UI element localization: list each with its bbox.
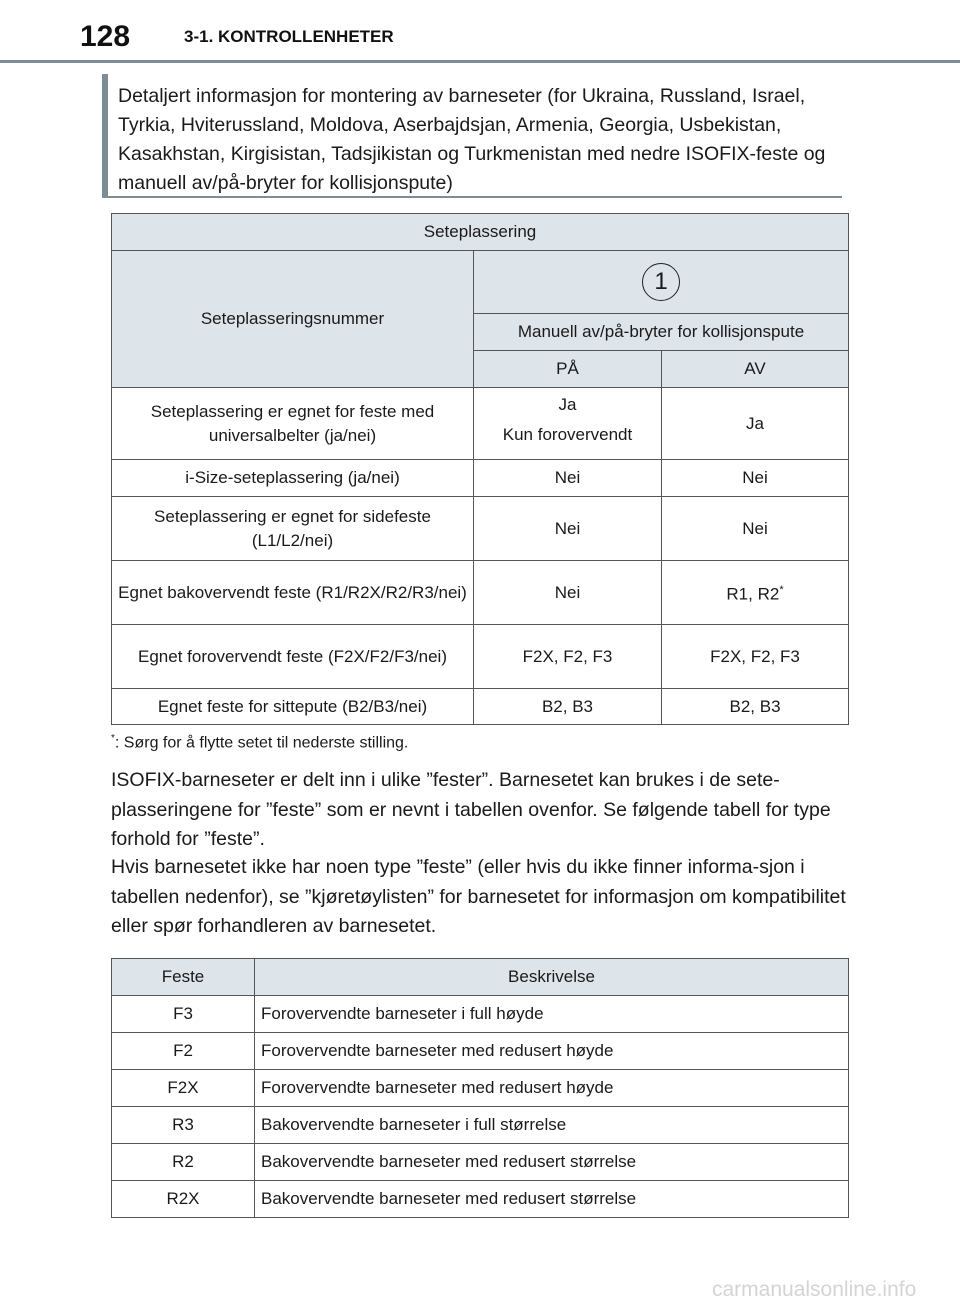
seat-table-title: Seteplassering — [112, 214, 849, 251]
row-label: Egnet forovervendt feste (F2X/F2/F3/nei) — [112, 625, 474, 689]
feste-description: Bakovervendte barneseter med redusert størrelse — [255, 1144, 849, 1181]
table-row — [112, 1033, 849, 1070]
chapter-title: 3-1. KONTROLLENHETER — [184, 27, 394, 46]
feste-code: F2 — [112, 1033, 255, 1070]
on-value: Nei — [474, 460, 662, 497]
feste-code: F2X — [112, 1070, 255, 1107]
off-value: Nei — [662, 497, 849, 561]
row-label: Egnet feste for sittepute (B2/B3/nei) — [112, 689, 474, 725]
feste-code: R2 — [112, 1144, 255, 1181]
on-value-line2: Kun forovervendt — [502, 424, 633, 444]
footnote — [111, 733, 408, 752]
table-row — [112, 561, 849, 625]
page-header — [0, 0, 960, 62]
footnote-text: : Sørg for å flytte setet til nederste stilling. — [114, 734, 409, 752]
on-value: F2X, F2, F3 — [474, 625, 662, 689]
table-row — [112, 460, 849, 497]
paragraph-2: Hvis barnesetet ikke har noen type ”feste” (eller hvis du ikke finner informa-sjon i tabellen nedenfor), se ”kjøretøylisten” for barnesetet for informasjon om kompatibilitet eller spør forhandleren av barnesetet. — [111, 856, 846, 937]
row-label: Seteplassering er egnet for sidefeste (L1/L2/nei) — [112, 497, 474, 561]
table-row — [112, 625, 849, 689]
row-label: i-Size-seteplassering (ja/nei) — [112, 460, 474, 497]
on-value-line1: Ja — [558, 394, 577, 414]
footnote-mark: * — [779, 584, 784, 597]
table-row — [112, 689, 849, 725]
description-header: Beskrivelse — [255, 959, 849, 996]
table-row — [112, 1181, 849, 1218]
feste-description: Forovervendte barneseter med redusert høyde — [255, 1033, 849, 1070]
switch-on-header: PÅ — [474, 351, 662, 388]
feste-description: Bakovervendte barneseter i full størrelse — [255, 1107, 849, 1144]
on-value — [474, 388, 662, 460]
feste-description: Bakovervendte barneseter med redusert størrelse — [255, 1181, 849, 1218]
feste-code: F3 — [112, 996, 255, 1033]
airbag-switch-label: Manuell av/på-bryter for kollisjonspute — [474, 314, 849, 351]
seat-number-cell — [474, 251, 849, 314]
off-value-text: R1, R2 — [726, 584, 780, 604]
table-row — [112, 996, 849, 1033]
feste-table — [111, 958, 849, 1218]
row-label: Egnet bakovervendt feste (R1/R2X/R2/R3/nei) — [112, 561, 474, 625]
info-box-text: Detaljert informasjon for montering av barneseter (for Ukraina, Russland, Israel, Tyrkia, Hviterussland, Moldova, Aserbajdsjan, Armenia, Georgia, Usbekistan, Kasakhstan, Kirgisistan, Tadsjikistan og Turkmenistan med nedre ISOFIX-feste og manuell av/på-bryter for kollisjonspute) — [118, 85, 826, 194]
table-row — [112, 1107, 849, 1144]
info-box — [102, 74, 842, 198]
off-value: F2X, F2, F3 — [662, 625, 849, 689]
off-value — [662, 561, 849, 625]
seat-number-badge: 1 — [642, 263, 680, 301]
row-label: Seteplassering er egnet for feste med universalbelter (ja/nei) — [112, 388, 474, 460]
off-value: B2, B3 — [662, 689, 849, 725]
table-row — [112, 1144, 849, 1181]
page-number: 128 — [80, 20, 131, 53]
feste-code: R2X — [112, 1181, 255, 1218]
feste-description: Forovervendte barneseter med redusert høyde — [255, 1070, 849, 1107]
on-value: Nei — [474, 561, 662, 625]
feste-description: Forovervendte barneseter i full høyde — [255, 996, 849, 1033]
info-box-accent-bar — [102, 74, 108, 198]
header-divider — [0, 60, 960, 63]
on-value: Nei — [474, 497, 662, 561]
paragraph-1: ISOFIX-barneseter er delt inn i ulike ”fester”. Barnesetet kan brukes i de sete-plasseringene for ”feste” som er nevnt i tabellen ovenfor. Se følgende tabell for type forhold for ”feste”. — [111, 769, 831, 850]
on-value: B2, B3 — [474, 689, 662, 725]
info-box-underline — [102, 196, 842, 198]
footnote-asterisk: * — [111, 733, 115, 744]
feste-code: R3 — [112, 1107, 255, 1144]
seat-position-table — [111, 213, 849, 725]
off-value: Ja — [662, 388, 849, 460]
off-value: Nei — [662, 460, 849, 497]
switch-off-header: AV — [662, 351, 849, 388]
seat-number-label: Seteplasseringsnummer — [112, 251, 474, 388]
table-row — [112, 388, 849, 460]
table-row — [112, 497, 849, 561]
watermark: carmanualsonline.info — [712, 1278, 917, 1301]
feste-header: Feste — [112, 959, 255, 996]
table-row — [112, 1070, 849, 1107]
